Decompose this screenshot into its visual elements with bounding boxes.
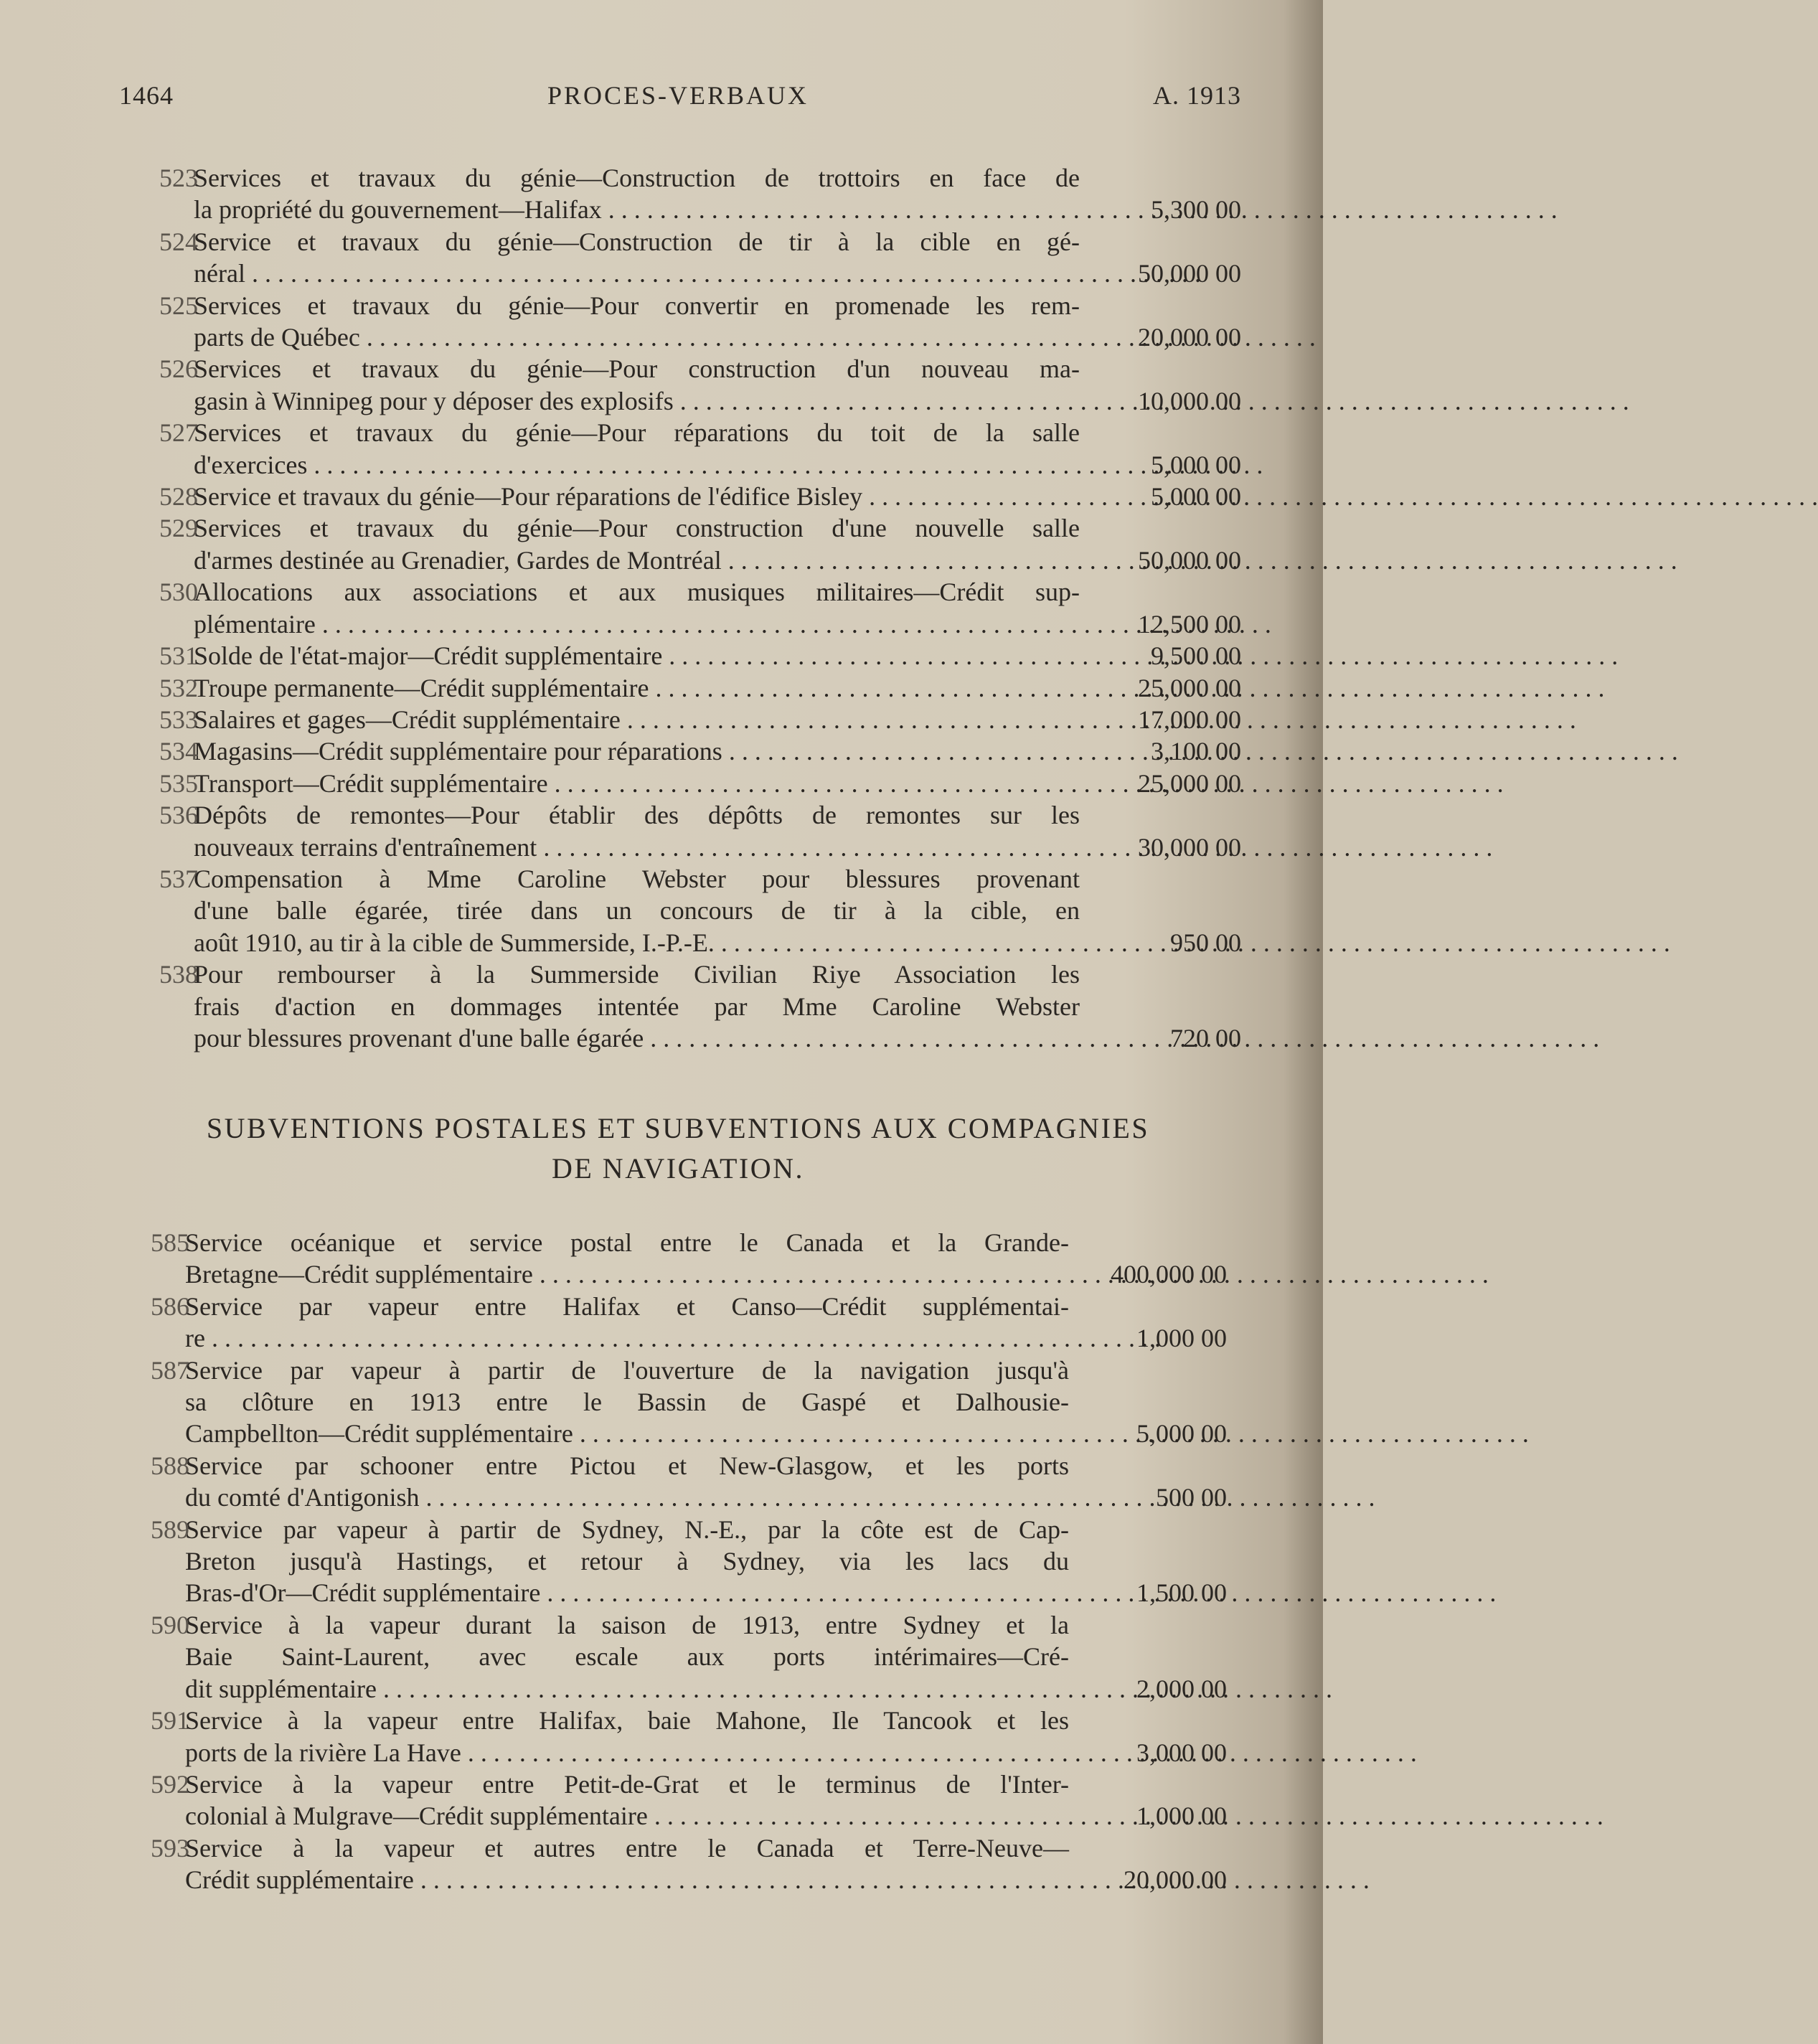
entry-amount: 5,000 00 xyxy=(1151,482,1241,512)
entry-last-line: Bretagne—Crédit supplémentaire . . . xyxy=(241,1258,1069,1290)
entry-number: 534 xyxy=(159,737,198,766)
entry-description xyxy=(194,226,1080,290)
entry-amount: 30,000 00 xyxy=(1138,832,1241,862)
entry-description xyxy=(185,1450,1069,1514)
entry-line: Service à la vapeur entre Halifax, baie Mahone, Ile Tancook et les xyxy=(185,1706,1069,1735)
entry-number: 536 xyxy=(159,801,198,830)
entry-description xyxy=(185,1705,1069,1769)
entry-last-line: plémentaire . . . xyxy=(250,608,1080,640)
entry-line: sa clôture en 1913 entre le Bassin de Gaspé et Dalhousie- xyxy=(185,1388,1069,1417)
entry-number: 585 xyxy=(151,1228,189,1257)
entry-number: 537 xyxy=(159,864,198,893)
entry-last-line: gasin à Winnipeg pour y déposer des explosifs . . . xyxy=(250,385,1080,417)
entry-description xyxy=(194,290,1080,354)
entry-line: Service à la vapeur durant la saison de 1913, entre Sydney et la xyxy=(185,1610,1069,1639)
entry-line: Service océanique et service postal entre le Canada et la Grande- xyxy=(185,1228,1069,1257)
entry-description xyxy=(194,353,1080,417)
entry-amount: 950 00 xyxy=(1170,928,1241,957)
page-year: A. 1913 xyxy=(1153,81,1241,110)
entry-description xyxy=(194,959,1080,1054)
entry-line: Baie Saint-Laurent, avec escale aux ports intérimaires—Cré- xyxy=(185,1642,1069,1672)
entry-amount: 5,300 00 xyxy=(1151,195,1241,225)
section-subventions xyxy=(115,1227,1241,1896)
entry-amount: 20,000 00 xyxy=(1138,323,1241,352)
estimate-entry xyxy=(115,1705,1241,1769)
estimate-entry xyxy=(115,1291,1241,1355)
estimate-entry xyxy=(115,1355,1241,1450)
section-heading-line-2: DE NAVIGATION. xyxy=(551,1152,804,1185)
entry-description xyxy=(185,1227,1069,1291)
estimate-entry xyxy=(115,1227,1241,1291)
entry-line: Service et travaux du génie—Construction de tir à la cible en gé- xyxy=(194,227,1080,256)
entry-line: Service par vapeur à partir de Sydney, N.-E., par la côte est de Cap- xyxy=(185,1515,1069,1544)
page-header xyxy=(115,80,1241,116)
entry-amount: 50,000 00 xyxy=(1138,259,1241,288)
entry-last-line: dit supplémentaire . . . xyxy=(241,1673,1069,1705)
estimate-entry xyxy=(115,1450,1241,1514)
entry-last-line: Troupe permanente—Crédit supplémentaire . . . xyxy=(250,672,1080,704)
entry-number: 524 xyxy=(159,227,198,256)
entry-number: 592 xyxy=(151,1769,189,1799)
section-heading-subventions xyxy=(115,1108,1241,1189)
entry-description xyxy=(194,576,1080,640)
estimate-entry xyxy=(115,290,1241,354)
entry-last-line: Service et travaux du génie—Pour réparations de l'édifice Bisley . . . xyxy=(250,481,1080,512)
entry-line: Services et travaux du génie—Pour construction d'un nouveau ma- xyxy=(194,354,1080,384)
estimate-entry xyxy=(115,768,1241,799)
estimate-entry xyxy=(115,959,1241,1054)
entry-number: 525 xyxy=(159,291,198,320)
entry-number: 535 xyxy=(159,768,198,798)
entry-number: 533 xyxy=(159,705,198,734)
entry-description xyxy=(194,640,1080,672)
entry-description xyxy=(185,1769,1069,1832)
entry-number: 523 xyxy=(159,164,198,192)
entry-line: Service à la vapeur entre Petit-de-Grat et le terminus de l'Inter- xyxy=(185,1769,1069,1799)
entry-amount: 1,000 00 xyxy=(1136,1324,1227,1353)
entry-number: 529 xyxy=(159,514,198,543)
entry-amount: 50,000 00 xyxy=(1138,545,1241,575)
entry-number: 528 xyxy=(159,482,198,512)
entry-line: Breton jusqu'à Hastings, et retour à Sydney, via les lacs du xyxy=(185,1547,1069,1576)
entry-description xyxy=(194,672,1080,704)
entry-line: Services et travaux du génie—Pour convertir en promenade les rem- xyxy=(194,291,1080,320)
estimate-entry xyxy=(115,481,1241,512)
estimate-entry xyxy=(115,353,1241,417)
estimate-entry xyxy=(115,640,1241,672)
entry-line: Service par vapeur entre Halifax et Canso—Crédit supplémentai- xyxy=(185,1291,1069,1321)
entry-number: 527 xyxy=(159,418,198,448)
entry-amount: 5,000 00 xyxy=(1151,450,1241,479)
entry-number: 531 xyxy=(159,641,198,671)
entry-amount: 1,000 00 xyxy=(1136,1802,1227,1831)
entry-line: Pour rembourser à la Summerside Civilian Riye Association les xyxy=(194,960,1080,989)
section-heading-line-1: SUBVENTIONS POSTALES ET SUBVENTIONS AUX COMPAGNIES xyxy=(206,1112,1150,1144)
entry-number: 530 xyxy=(159,578,198,607)
section-militia-estimates xyxy=(115,162,1241,1054)
entry-last-line: Transport—Crédit supplémentaire . . . xyxy=(250,768,1080,799)
entry-description xyxy=(194,512,1080,576)
estimate-entry xyxy=(115,417,1241,481)
entry-description xyxy=(185,1609,1069,1705)
page-number: 1464 xyxy=(119,81,174,110)
entry-last-line: re . . . xyxy=(241,1322,1069,1354)
entry-last-line: Campbellton—Crédit supplémentaire . . . xyxy=(241,1418,1069,1449)
estimate-entry xyxy=(115,704,1241,735)
entry-amount: 3,100 00 xyxy=(1151,737,1241,766)
entry-line: Service par vapeur à partir de l'ouverture de la navigation jusqu'à xyxy=(185,1355,1069,1385)
estimate-entry xyxy=(115,576,1241,640)
entry-number: 588 xyxy=(151,1451,189,1480)
entry-number: 587 xyxy=(151,1355,189,1385)
entry-amount: 10,000 00 xyxy=(1138,386,1241,415)
entry-description xyxy=(194,481,1080,512)
estimate-entry xyxy=(115,799,1241,863)
entry-line: Allocations aux associations et aux musiques militaires—Crédit sup- xyxy=(194,578,1080,607)
entry-amount: 3,000 00 xyxy=(1136,1738,1227,1767)
entry-last-line: d'armes destinée au Grenadier, Gardes de Montréal . . . xyxy=(250,545,1080,576)
entry-last-line: colonial à Mulgrave—Crédit supplémentaire . . . xyxy=(241,1800,1069,1832)
entry-last-line: Salaires et gages—Crédit supplémentaire . . . xyxy=(250,704,1080,735)
entry-amount: 25,000 00 xyxy=(1138,673,1241,702)
entry-description xyxy=(185,1355,1069,1450)
entry-last-line: Bras-d'Or—Crédit supplémentaire . . . xyxy=(241,1577,1069,1609)
entry-last-line: la propriété du gouvernement—Halifax . . . xyxy=(250,194,1080,225)
entry-line: Dépôts de remontes—Pour établir des dépôtts de remontes sur les xyxy=(194,801,1080,830)
entry-description xyxy=(185,1291,1069,1355)
entry-last-line: nouveaux terrains d'entraînement . . . xyxy=(250,832,1080,863)
entry-last-line: ports de la rivière La Have . . . xyxy=(241,1737,1069,1769)
entry-number: 586 xyxy=(151,1291,189,1321)
entry-description xyxy=(194,417,1080,481)
page-title: PROCES-VERBAUX xyxy=(547,81,809,110)
estimate-entry xyxy=(115,226,1241,290)
entry-description xyxy=(194,768,1080,799)
estimate-entry xyxy=(115,1832,1241,1896)
entry-line: Services et travaux du génie—Pour construction d'une nouvelle salle xyxy=(194,514,1080,543)
entry-description xyxy=(194,704,1080,735)
entry-last-line: d'exercices . . . xyxy=(250,449,1080,481)
entry-last-line: Solde de l'état-major—Crédit supplémentaire . . . xyxy=(250,640,1080,672)
entry-number: 538 xyxy=(159,960,198,989)
entry-amount: 2,000 00 xyxy=(1136,1674,1227,1703)
entry-number: 589 xyxy=(151,1515,189,1544)
entry-amount: 400,000 00 xyxy=(1111,1260,1227,1289)
entry-description xyxy=(194,799,1080,863)
estimate-entry xyxy=(115,162,1241,226)
entry-number: 590 xyxy=(151,1610,189,1639)
entry-amount: 9,500 00 xyxy=(1151,641,1241,671)
entry-amount: 17,000 00 xyxy=(1138,705,1241,734)
entry-last-line: Crédit supplémentaire . . . xyxy=(241,1864,1069,1895)
entry-amount: 12,500 00 xyxy=(1138,609,1241,639)
entry-line: Service à la vapeur et autres entre le Canada et Terre-Neuve— xyxy=(185,1833,1069,1862)
entry-number: 532 xyxy=(159,673,198,702)
estimate-entry xyxy=(115,735,1241,767)
entry-line: Compensation à Mme Caroline Webster pour blessures provenant xyxy=(194,864,1080,893)
estimate-entry xyxy=(115,1769,1241,1832)
entry-amount: 720 00 xyxy=(1170,1023,1241,1052)
entry-last-line: pour blessures provenant d'une balle égarée . . . xyxy=(250,1022,1080,1054)
entry-last-line: du comté d'Antigonish . . . xyxy=(241,1482,1069,1513)
entry-description xyxy=(194,863,1080,959)
entry-amount: 20,000 00 xyxy=(1124,1865,1227,1895)
estimate-entry xyxy=(115,512,1241,576)
entry-description xyxy=(185,1514,1069,1609)
entry-last-line: néral . . . xyxy=(250,258,1080,289)
entry-line: frais d'action en dommages intentée par Mme Caroline Webster xyxy=(194,992,1080,1021)
entry-line: d'une balle égarée, tirée dans un concours de tir à la cible, en xyxy=(194,896,1080,926)
estimate-entry xyxy=(115,863,1241,959)
entry-description xyxy=(194,162,1080,226)
entry-last-line: août 1910, au tir à la cible de Summerside, I.-P.-E. . . . xyxy=(250,927,1080,959)
entry-number: 526 xyxy=(159,354,198,384)
entry-line: Services et travaux du génie—Pour réparations du toit de la salle xyxy=(194,418,1080,448)
entry-description xyxy=(194,735,1080,767)
entry-line: Service par schooner entre Pictou et New-Glasgow, et les ports xyxy=(185,1451,1069,1480)
estimate-entry xyxy=(115,672,1241,704)
estimate-entry xyxy=(115,1609,1241,1705)
entry-line: Services et travaux du génie—Construction de trottoirs en face de xyxy=(194,164,1080,192)
entry-last-line: parts de Québec . . . xyxy=(250,321,1080,353)
entry-number: 591 xyxy=(151,1706,189,1735)
entry-amount: 500 00 xyxy=(1156,1483,1227,1512)
entry-last-line: Magasins—Crédit supplémentaire pour réparations . . . xyxy=(250,735,1080,767)
entry-amount: 5,000 00 xyxy=(1136,1419,1227,1449)
entry-number: 593 xyxy=(151,1833,189,1862)
entry-amount: 1,500 00 xyxy=(1136,1578,1227,1608)
entry-amount: 25,000 00 xyxy=(1138,768,1241,798)
estimate-entry xyxy=(115,1514,1241,1609)
entry-description xyxy=(185,1832,1069,1896)
